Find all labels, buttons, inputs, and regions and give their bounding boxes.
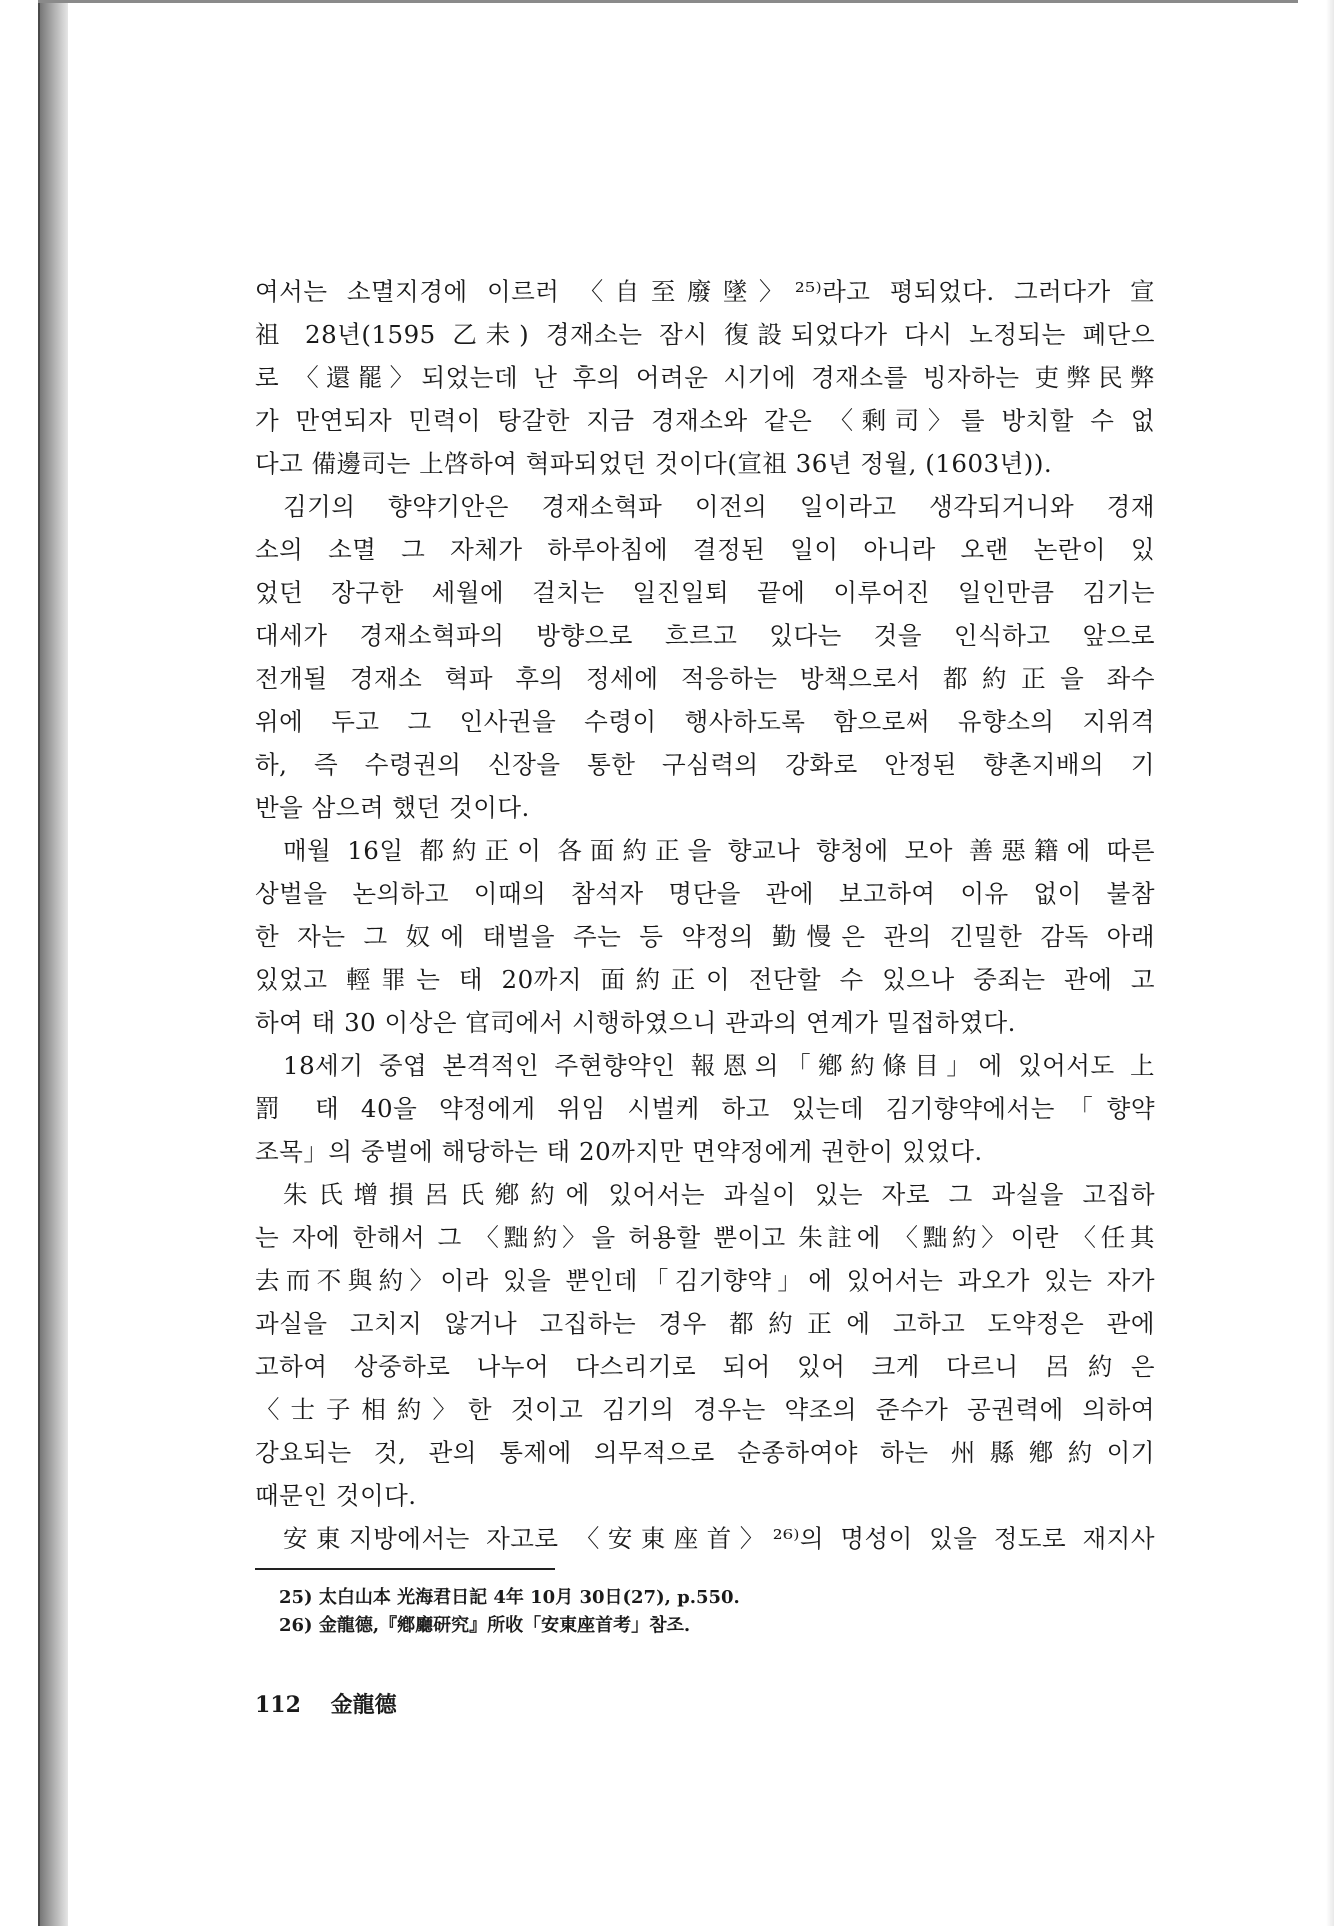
paragraph-5 (255, 1173, 1155, 1517)
page-number: 112 (255, 1692, 301, 1718)
text-line: 대세가 경재소혁파의 방향으로 흐르고 있다는 것을 인식하고 앞으로 (255, 621, 1155, 650)
text-line: 때문인 것이다. (255, 1481, 417, 1510)
text-line: 매월 16일 都約正이 各面約正을 향교나 향청에 모아 善惡籍에 따른 (283, 836, 1155, 865)
page-right-shadow (1326, 0, 1334, 1926)
book-spine (38, 0, 68, 1926)
text-line: 18세기 중엽 본격적인 주현향약인 報恩의「鄕約條目」에 있어서도 上 (283, 1051, 1155, 1080)
text-line: 〈士子相約〉한 것이고 김기의 경우는 약조의 준수가 공권력에 의하여 (255, 1395, 1155, 1424)
page-footer (255, 1688, 1155, 1719)
paragraph-4 (255, 1044, 1155, 1173)
text-line: 한 자는 그 奴에 태벌을 주는 등 약정의 勤慢은 관의 긴밀한 감독 아래 (255, 922, 1155, 951)
text-line: 위에 두고 그 인사권을 수령이 행사하도록 함으로써 유향소의 지위격 (255, 707, 1155, 736)
text-line: 하, 즉 수령권의 신장을 통한 구심력의 강화로 안정된 향촌지배의 기 (255, 750, 1155, 779)
footnote-25: 25) 太白山本 光海君日記 4年 10月 30日(27), p.550. (279, 1587, 740, 1608)
text-line: 강요되는 것, 관의 통제에 의무적으로 순종하여야 하는 州縣鄕約이기 (255, 1438, 1155, 1467)
text-line: 罰 태 40을 약정에게 위임 시벌케 하고 있는데 김기향약에서는「향약 (255, 1094, 1155, 1123)
paragraph-2 (255, 485, 1155, 829)
footnote-separator (255, 1568, 555, 1570)
text-line: 하여 태 30 이상은 官司에서 시행하였으니 관과의 연계가 밀접하였다. (255, 1008, 1016, 1037)
text-line: 과실을 고치지 않거나 고집하는 경우 都約正에 고하고 도약정은 관에 (255, 1309, 1155, 1338)
page-body (255, 270, 1155, 1719)
page-top-edge (38, 0, 1298, 3)
text-line: 安東지방에서는 자고로 〈安東座首〉²⁶⁾의 명성이 있을 정도로 재지사 (283, 1524, 1155, 1553)
text-line: 祖 28년(1595 乙未) 경재소는 잠시 復設되었다가 다시 노정되는 폐단으 (255, 320, 1155, 349)
text-line: 로 〈還罷〉되었는데 난 후의 어려운 시기에 경재소를 빙자하는 吏弊民弊 (255, 363, 1155, 392)
text-line: 가 만연되자 민력이 탕갈한 지금 경재소와 같은 〈剩司〉를 방치할 수 없 (255, 406, 1155, 435)
footnotes (255, 1584, 1155, 1640)
paragraph-6 (255, 1517, 1155, 1560)
spine-edge (38, 0, 40, 1926)
text-line: 전개될 경재소 혁파 후의 정세에 적응하는 방책으로서 都約正을 좌수 (255, 664, 1155, 693)
text-line: 었던 장구한 세월에 걸치는 일진일퇴 끝에 이루어진 일인만큼 김기는 (255, 578, 1155, 607)
text-line: 朱氏增損呂氏鄕約에 있어서는 과실이 있는 자로 그 과실을 고집하 (283, 1180, 1155, 1209)
text-line: 김기의 향약기안은 경재소혁파 이전의 일이라고 생각되거니와 경재 (283, 492, 1155, 521)
paragraph-1 (255, 270, 1155, 485)
running-author: 金龍德 (330, 1692, 397, 1718)
text-line: 있었고 輕罪는 태 20까지 面約正이 전단할 수 있으나 중죄는 관에 고 (255, 965, 1155, 994)
text-line: 조목」의 중벌에 해당하는 태 20까지만 면약정에게 권한이 있었다. (255, 1137, 983, 1166)
text-line: 는 자에 한해서 그 〈黜約〉을 허용할 뿐이고 朱註에 〈黜約〉이란 〈任其 (255, 1223, 1155, 1252)
text-line: 반을 삼으려 했던 것이다. (255, 793, 530, 822)
text-line: 여서는 소멸지경에 이르러 〈自至廢墜〉²⁵⁾라고 평되었다. 그러다가 宣 (255, 277, 1155, 306)
text-line: 소의 소멸 그 자체가 하루아침에 결정된 일이 아니라 오랜 논란이 있 (255, 535, 1155, 564)
text-line: 상벌을 논의하고 이때의 참석자 명단을 관에 보고하여 이유 없이 불참 (255, 879, 1155, 908)
text-line: 去而不與約〉이라 있을 뿐인데「김기향약」에 있어서는 과오가 있는 자가 (255, 1266, 1155, 1295)
text-line: 고하여 상중하로 나누어 다스리기로 되어 있어 크게 다르니 呂約은 (255, 1352, 1155, 1381)
paragraph-3 (255, 829, 1155, 1044)
text-line: 다고 備邊司는 上啓하여 혁파되었던 것이다(宣祖 36년 정월, (1603년)). (255, 449, 1053, 478)
footnote-26: 26) 金龍德,『鄕廳研究』所收「安東座首考」참조. (279, 1615, 691, 1636)
